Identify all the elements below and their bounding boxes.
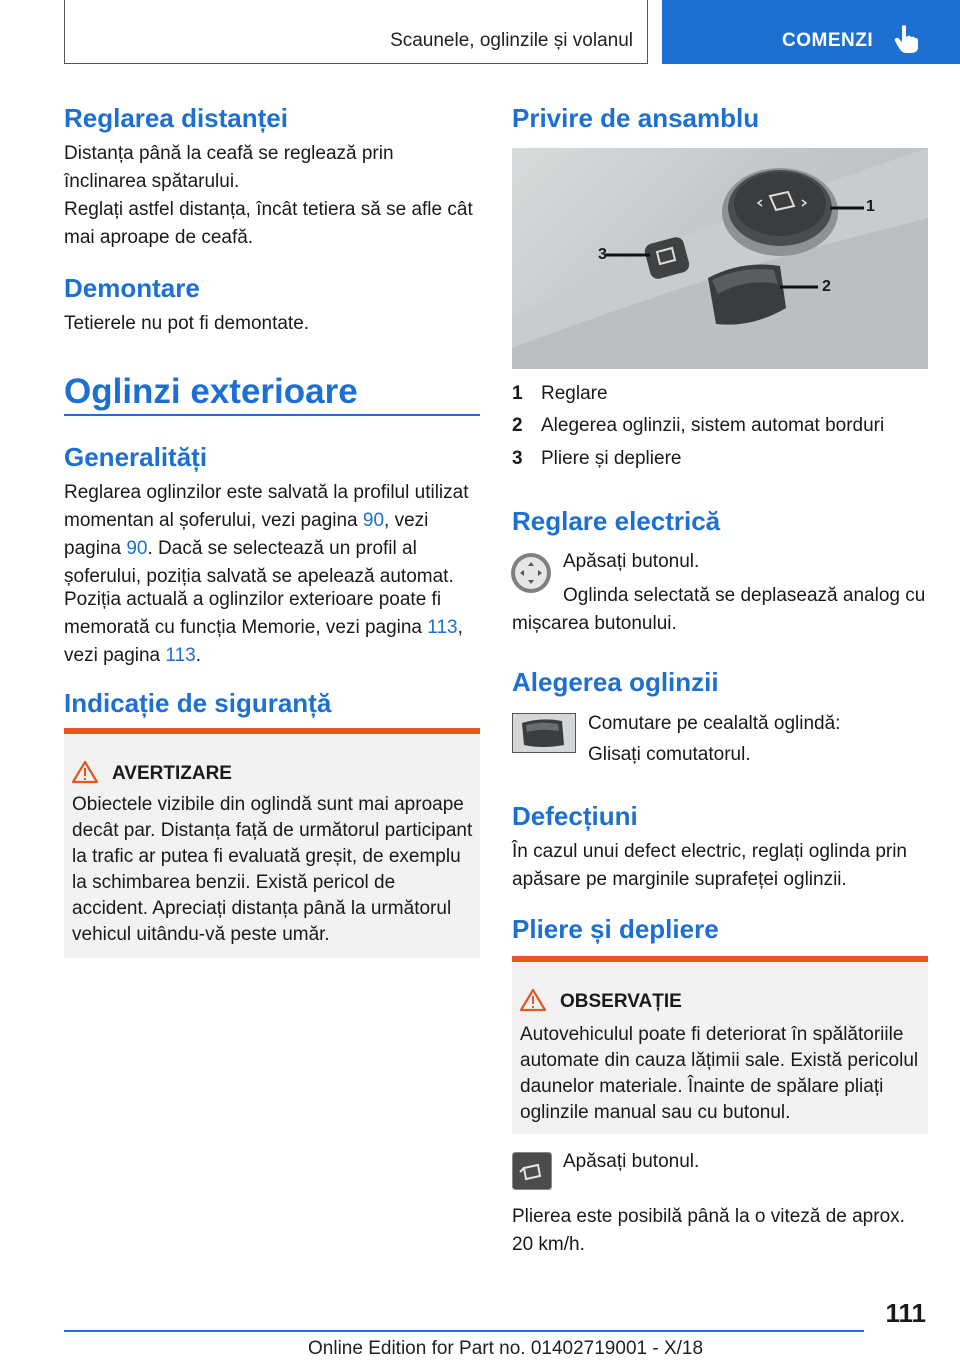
overview-title: Privire de ansamblu	[512, 103, 760, 133]
warning-text: Obiectele vizibile din oglindă sunt mai aproape decât par. Distanța față de următorul participant la trafic ar putea fi evaluată greșit, de exemplu la schimbarea benzii. Există pericol de accident. Apreciați distanța până la următorul vehicul uitându-vă peste umăr.	[72, 794, 473, 945]
callout-2: 2	[822, 278, 831, 295]
fold-title: Pliere și depliere	[512, 914, 719, 944]
header-section-box	[64, 0, 648, 64]
general-title: Generalități	[64, 442, 208, 472]
mirror-controls-illustration	[512, 148, 928, 369]
faults-paragraph: În cazul unui defect electric, reglați oglinda prin apăsare pe marginile suprafeței oglinzii.	[512, 841, 908, 890]
header-tab-comenzi[interactable]	[662, 0, 960, 64]
warning-triangle-icon	[72, 760, 98, 784]
header-section-title: Scaunele, oglinzile și volanul	[390, 30, 633, 51]
page-link-90[interactable]: 90	[362, 510, 385, 531]
safety-title: Indicație de siguranță	[64, 688, 332, 718]
header-tab-label: COMENZI	[782, 30, 874, 51]
distance-title: Reglarea distanței	[64, 103, 288, 133]
legend-text-1: Reglare	[541, 383, 608, 404]
warning-label: AVERTIZARE	[112, 763, 232, 784]
footer-edition: Online Edition for Part no. 01402719001 - X/18	[308, 1338, 704, 1359]
page-link-113[interactable]: 113	[427, 617, 458, 638]
legend-number-3: 3	[512, 448, 523, 469]
notice-box	[512, 956, 928, 1134]
warning-box	[64, 728, 480, 958]
legend-number-2: 2	[512, 415, 523, 436]
general-paragraph-2: Poziția actuală a oglinzilor exterioare poate fi memorată cu funcția Memorie, vezi pagina 113, vezi pagina 113.	[64, 589, 463, 666]
legend-text-3: Pliere și depliere	[541, 448, 682, 469]
callout-3: 3	[598, 246, 607, 263]
fold-paragraph-1: Apăsați butonul.	[563, 1151, 700, 1172]
mirrors-title: Oglinzi exterioare	[64, 372, 358, 411]
legend-number-1: 1	[512, 383, 523, 404]
notice-triangle-icon	[520, 988, 546, 1012]
electric-paragraph-2: Oglinda selectată se deplasează analog cu mișcarea butonului.	[512, 585, 926, 634]
electric-title: Reglare electrică	[512, 506, 721, 536]
mirror-switch-icon	[512, 713, 576, 753]
removal-paragraph: Tetierele nu pot fi demontate.	[64, 313, 310, 334]
page-number: 111	[885, 1298, 926, 1328]
select-paragraph-2: Glisați comutatorul.	[588, 744, 751, 765]
legend-text-2: Alegerea oglinzii, sistem automat borduri	[541, 415, 885, 436]
mirrors-title-rule	[64, 414, 480, 416]
fold-paragraph-2: Plierea este posibilă până la o viteză de aprox. 20 km/h.	[512, 1206, 905, 1255]
faults-title: Defecțiuni	[512, 801, 638, 831]
fold-button-icon	[512, 1152, 552, 1190]
removal-title: Demontare	[64, 273, 200, 303]
notice-text: Autovehiculul poate fi deteriorat în spălătoriile automate din cauza lățimii sale. Există pericolul daunelor materiale. Înainte de spălare pliați oglinzile manual sau cu butonul.	[520, 1024, 919, 1123]
general-paragraph-1: Reglarea oglinzilor este salvată la profilul utilizat momentan al șoferului, vezi pagina 90, vezi pagina 90. Dacă se selectează un profil al șoferului, poziția salvată se apelează automat.	[64, 482, 469, 587]
page-link-90[interactable]: 90	[126, 538, 148, 559]
electric-paragraph-1: Apăsați butonul.	[563, 551, 700, 572]
distance-paragraph-1: Distanța până la ceafă se reglează prin înclinarea spătarului.	[64, 143, 394, 192]
distance-paragraph-2: Reglați astfel distanța, încât tetiera să se afle cât mai aproape de ceafă.	[64, 199, 473, 248]
notice-label: OBSERVAȚIE	[560, 991, 682, 1012]
select-title: Alegerea oglinzii	[512, 667, 719, 697]
callout-1: 1	[866, 198, 875, 215]
page-link-113[interactable]: 113	[165, 645, 196, 666]
footer-rule	[64, 1330, 864, 1332]
mirror-controls-photo	[512, 148, 928, 369]
select-paragraph-1: Comutare pe cealaltă oglindă:	[588, 713, 841, 734]
hand-pointer-icon	[894, 24, 920, 54]
